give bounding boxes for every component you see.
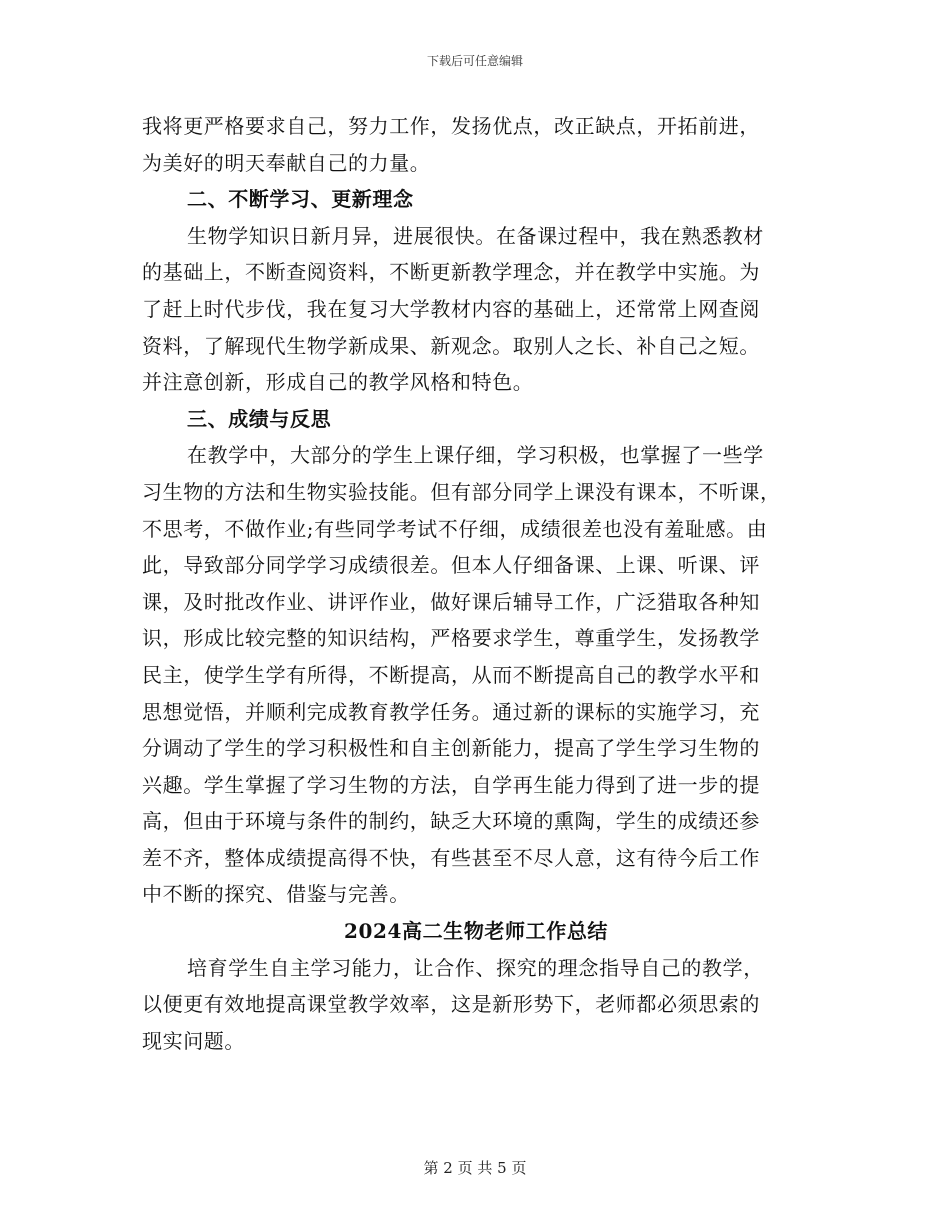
page-header: 下载后可任意编辑 — [426, 54, 523, 68]
text-line: 习生物的方法和生物实验技能。但有部分同学上课没有课本，不听课， — [142, 479, 781, 504]
text-line: 此，导致部分同学学习成绩很差。但本人仔细备课、上课、听课、评 — [142, 553, 760, 578]
body-text — [142, 108, 810, 1059]
text-line: 高，但由于环境与条件的制约，缺乏大环境的熏陶，学生的成绩还参 — [142, 809, 760, 834]
section-heading-3: 三、成绩与反思 — [187, 406, 332, 431]
text-line: 不思考，不做作业;有些同学考试不仔细，成绩很差也没有羞耻感。由 — [142, 516, 768, 541]
text-line: 了赶上时代步伐，我在复习大学教材内容的基础上，还常常上网查阅 — [142, 296, 760, 321]
text-line: 资料，了解现代生物学新成果、新观念。取别人之长、补自己之短。 — [142, 333, 760, 358]
text-line: 并注意创新，形成自己的教学风格和特色。 — [142, 370, 534, 395]
text-line: 思想觉悟，并顺利完成教育教学任务。通过新的课标的实施学习，充 — [142, 699, 760, 724]
text-line: 课，及时批改作业、讲评作业，做好课后辅导工作，广泛猎取各种知 — [142, 589, 760, 614]
text-line: 分调动了学生的学习积极性和自主创新能力，提高了学生学习生物的 — [142, 736, 760, 761]
text-line: 以便更有效地提高课堂教学效率，这是新形势下，老师都必须思索的 — [142, 992, 760, 1017]
text-line: 培育学生自主学习能力，让合作、探究的理念指导自己的教学， — [187, 955, 764, 980]
text-line: 识，形成比较完整的知识结构，严格要求学生，尊重学生，发扬教学 — [142, 626, 760, 651]
text-line: 在教学中，大部分的学生上课仔细，学习积极，也掌握了一些学 — [187, 443, 764, 468]
text-line: 兴趣。学生掌握了学习生物的方法，自学再生能力得到了进一步的提 — [142, 772, 760, 797]
text-line: 差不齐，整体成绩提高得不快，有些甚至不尽人意，这有待今后工作 — [142, 845, 760, 870]
page-number: 第 2 页 共 5 页 — [423, 1159, 527, 1177]
text-line: 为美好的明天奉献自己的力量。 — [142, 150, 431, 175]
text-line: 民主，使学生学有所得，不断提高，从而不断提高自己的教学水平和 — [142, 662, 760, 687]
text-line: 中不断的探究、借鉴与完善。 — [142, 882, 410, 907]
text-line: 的基础上，不断查阅资料，不断更新教学理念，并在教学中实施。为 — [142, 260, 760, 285]
text-line: 我将更严格要求自己，努力工作，发扬优点，改正缺点，开拓前进， — [142, 114, 760, 138]
text-line: 现实问题。 — [142, 1028, 245, 1053]
text-line: 生物学知识日新月异，进展很快。在备课过程中，我在熟悉教材 — [187, 223, 764, 248]
document-title: 2024高二生物老师工作总结 — [343, 919, 609, 944]
section-heading-2: 二、不断学习、更新理念 — [187, 187, 414, 212]
